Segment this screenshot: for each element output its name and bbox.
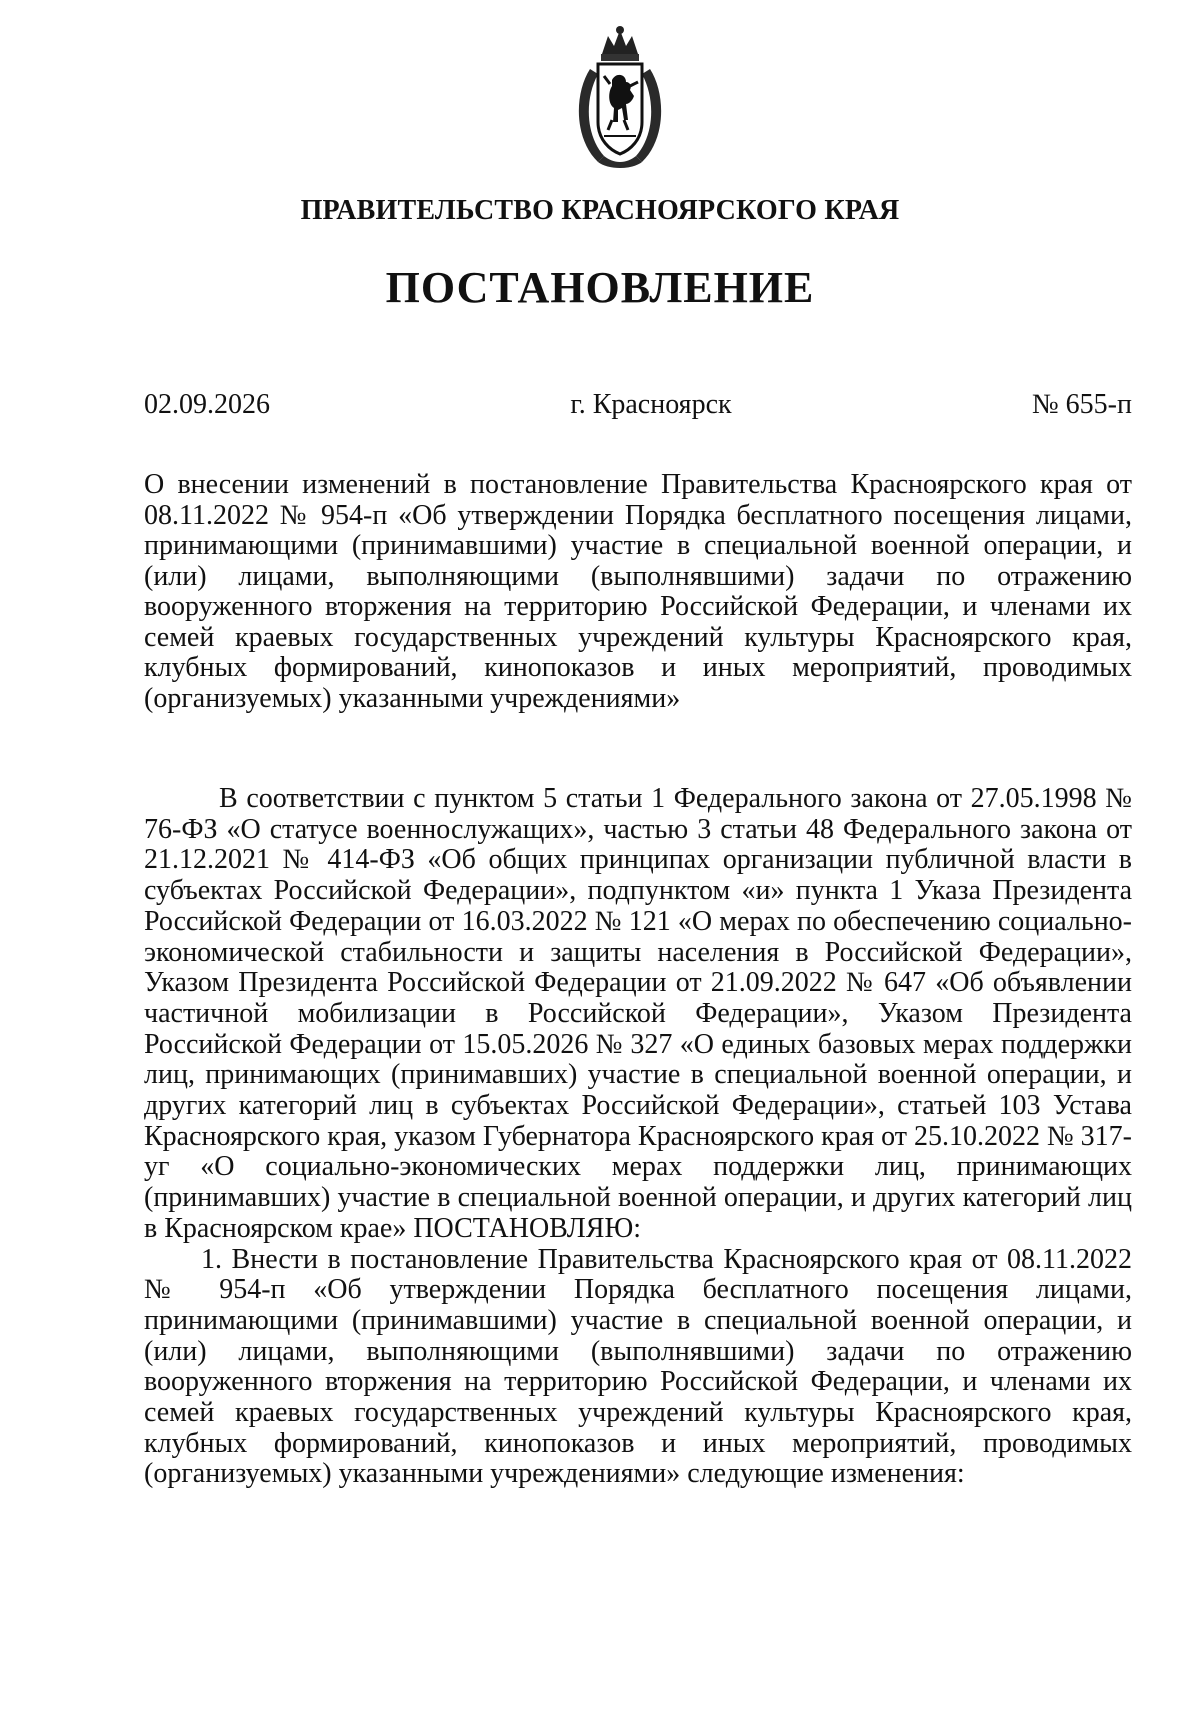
krasnoyarsk-coat-of-arms-icon bbox=[568, 24, 672, 174]
preamble-paragraph: В соответствии с пунктом 5 статьи 1 Федерального закона от 27.05.1998 № 76-ФЗ «О статусе военнослужащих», частью 3 статьи 48 Федерального закона от 21.12.2021 № 414-ФЗ «Об общих принципах организации публичной власти в субъектах Российской Федерации», подпунктом «и» пункта 1 Указа Президента Российской Федерации от 16.03.2022 № 121 «О мерах по обеспечению социально-экономической стабильности и защиты населения в Российской Федерации», Указом Президента Российской Федерации от 21.09.2022 № 647 «Об объявлении частичной мобилизации в Российской Федерации», Указом Президента Российской Федерации от 15.05.2026 № 327 «О единых базовых мерах поддержки лиц, принимающих (принимавших) участие в специальной военной операции, и других категорий лиц в субъектах Российской Федерации», статьей 103 Устава Красноярского края, указом Губернатора Красноярского края от 25.10.2022 № 317-уг «О социально-экономических мерах поддержки лиц, принимающих (принимавших) участие в специальной военной операции, и других категорий лиц в Красноярском крае» ПОСТАНОВЛЯЮ: bbox=[144, 783, 1132, 1244]
document-date: 02.09.2026 bbox=[144, 389, 270, 420]
document-number: № 655-п bbox=[1031, 389, 1132, 420]
document-subject: О внесении изменений в постановление Правительства Красноярского края от 08.11.2022 № 954-п «Об утверждении Порядка бесплатного посещения лицами, принимающими (принимавшими) участие в специальной военной операции, и (или) лицами, выполняющими (выполнявшими) задачи по отражению вооруженного вторжения на территорию Российской Федерации, и членами их семей краевых государственных учреждений культуры Красноярского края, клубных формирований, кинопоказов и иных мероприятий, проводимых (организуемых) указанными учреждениями» bbox=[144, 469, 1132, 714]
document-type: ПОСТАНОВЛЕНИЕ bbox=[385, 263, 815, 312]
document-city: г. Красноярск bbox=[570, 389, 732, 420]
government-title: ПРАВИТЕЛЬСТВО КРАСНОЯРСКОГО КРАЯ bbox=[300, 195, 900, 226]
item-1-paragraph: 1. Внести в постановление Правительства Красноярского края от 08.11.2022 № 954-п «Об утверждении Порядка бесплатного посещения лицами, принимающими (принимавшими) участие в специальной военной операции, и (или) лицами, выполняющими (выполнявшими) задачи по отражению вооруженного вторжения на территорию Российской Федерации, и членами их семей краевых государственных учреждений культуры Красноярского края, клубных формирований, кинопоказов и иных мероприятий, проводимых (организуемых) указанными учреждениями» следующие изменения: bbox=[144, 1243, 1132, 1490]
document-meta bbox=[144, 389, 1132, 421]
document-body bbox=[144, 784, 1132, 1490]
